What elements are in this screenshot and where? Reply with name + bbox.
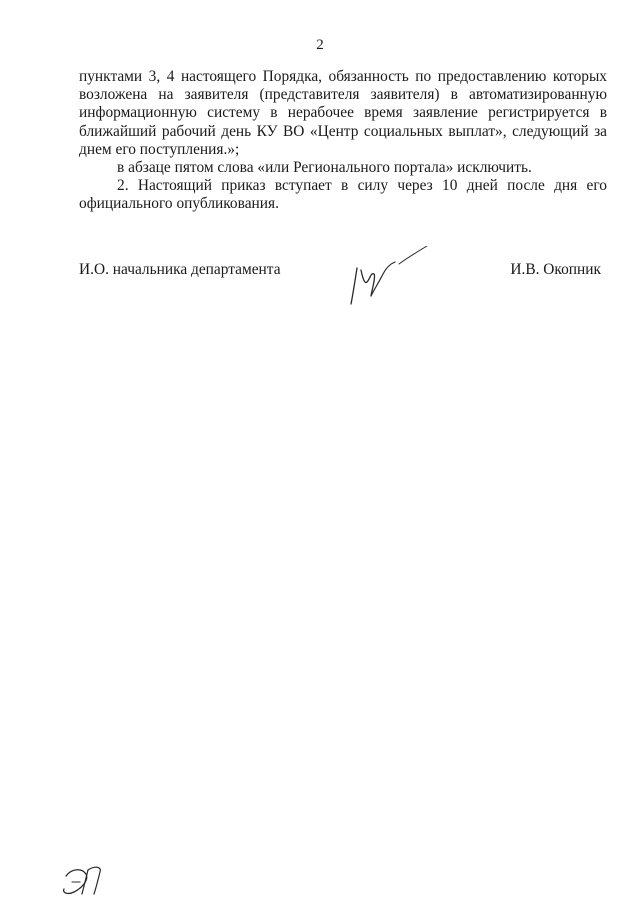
handwritten-initials-icon bbox=[58, 862, 108, 898]
signatory-title: И.О. начальника департамента bbox=[79, 261, 281, 278]
paragraph-amendment: в абзаце пятом слова «или Регионального портала» исключить. bbox=[117, 159, 532, 177]
page-number: 2 bbox=[316, 37, 324, 53]
paragraph-effective-date: 2. Настоящий приказ вступает в силу через 10 дней после дня его официального опубликования. bbox=[79, 177, 607, 213]
signature-block bbox=[79, 258, 607, 318]
document-body bbox=[79, 68, 607, 214]
handwritten-signature-icon bbox=[345, 246, 445, 316]
paragraph-continuation: пунктами 3, 4 настоящего Порядка, обязанность по предоставлению которых возложена на заявителя (представителя заявителя) в автоматизированную информационную систему в нерабочее время заявление регистрируется в ближайший рабочий день КУ ВО «Центр социальных выплат», следующий за днем его поступления.»; bbox=[79, 68, 607, 158]
signatory-name: И.В. Окопник bbox=[510, 261, 601, 278]
